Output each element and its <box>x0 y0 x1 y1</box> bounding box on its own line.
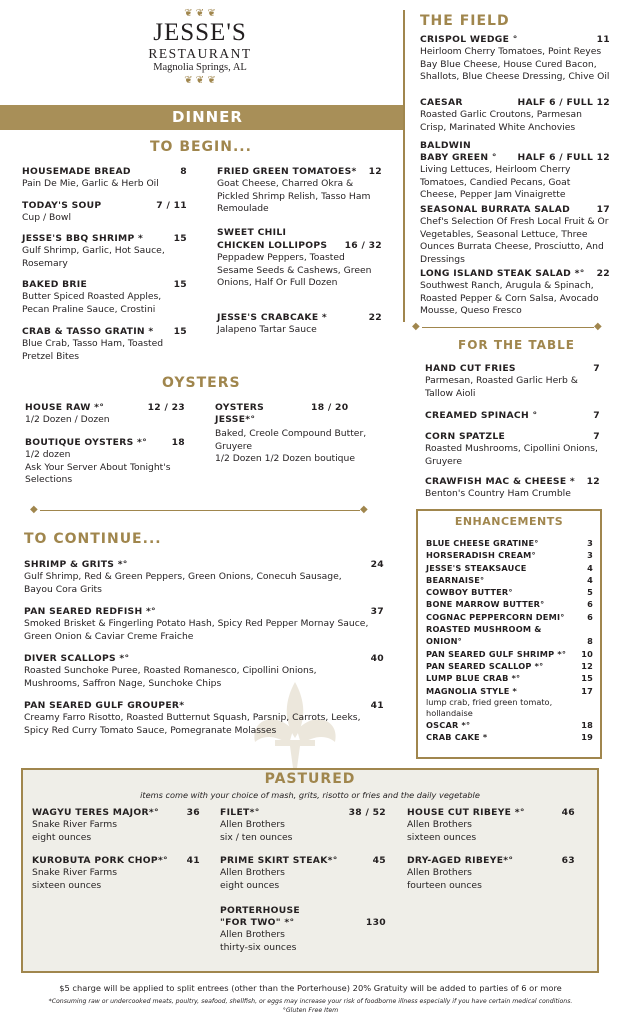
enhancement-name: HORSERADISH CREAM° <box>426 550 536 561</box>
menu-item-steak-salad <box>420 268 610 318</box>
item-desc: Butter Spiced Roasted Apples, Pecan Praline Sauce, Crostini <box>22 291 162 315</box>
enhancement-name: COWBOY BUTTER° <box>426 587 513 598</box>
logo-flourish-top: ❦ ❦ ❦ <box>184 8 216 19</box>
field-title: THE FIELD <box>420 13 510 29</box>
item-desc: Roasted Sunchoke Puree, Roasted Romanesco, Cipollini Onions, Mushrooms, Saffron Nage, Sunchoke Chips <box>24 665 317 689</box>
menu-item-porterhouse <box>220 904 386 954</box>
menu-item-skirt-steak <box>220 855 386 904</box>
menu-item-jesses-crabcake <box>217 312 382 342</box>
item-name: SEASONAL BURRATA SALAD <box>420 204 571 215</box>
field-list <box>420 34 610 318</box>
item-price: 15 <box>173 326 187 337</box>
item-desc: 1/2 Dozen / Dozen <box>25 414 110 425</box>
enhancement-name: BONE MARROW BUTTER° <box>426 599 545 610</box>
oysters-right-column <box>215 402 385 466</box>
enhancement-item <box>426 623 593 635</box>
item-name: HAND CUT FRIES <box>425 363 516 374</box>
menu-item-kurobuta <box>32 855 200 892</box>
item-desc: Goat Cheese, Charred Okra & Pickled Shrimp Relish, Tasso Ham Remoulade <box>217 178 371 214</box>
item-price: 37 <box>370 606 384 617</box>
enhancement-name: ROASTED MUSHROOM & <box>426 624 542 635</box>
item-name-line1: PORTERHOUSE <box>220 905 300 916</box>
column-divider <box>403 10 405 322</box>
enhancement-price: 8 <box>587 636 593 647</box>
item-desc: Benton's Country Ham Crumble <box>425 488 571 499</box>
item-price: 12 <box>586 476 600 487</box>
enhancement-price: 3 <box>587 538 593 548</box>
enhancement-item <box>426 685 593 697</box>
item-price: 12 <box>368 166 382 177</box>
item-price: 24 <box>370 559 384 570</box>
logo-flourish-bottom: ❦ ❦ ❦ <box>184 75 216 86</box>
table-title: FOR THE TABLE <box>458 338 575 352</box>
item-price: 18 <box>171 437 185 448</box>
enhancement-item <box>426 731 593 743</box>
item-price: 36 <box>186 807 200 818</box>
continue-list <box>24 559 384 737</box>
item-name: FILET*° <box>220 807 260 818</box>
enhancement-item <box>426 660 593 672</box>
item-name: TODAY'S SOUP <box>22 200 102 211</box>
item-price: 22 <box>596 268 610 279</box>
item-desc: Blue Crab, Tasso Ham, Toasted Pretzel Bites <box>22 338 164 362</box>
enhancement-item <box>426 586 593 598</box>
enhancement-item <box>426 549 593 561</box>
item-price: 16 / 32 <box>344 240 382 251</box>
item-desc: Heirloom Cherry Tomatoes, Point Reyes Bay Blue Cheese, House Cured Bacon, Shallots, Blue Cheese Dressing, Chive Oil <box>420 46 610 82</box>
enhancement-item <box>426 574 593 586</box>
item-price: 7 <box>593 363 600 374</box>
enhancement-price: 6 <box>587 611 593 622</box>
menu-item-gulf-grouper <box>24 700 384 737</box>
item-desc: Baked, Creole Compound Butter, Gruyere 1/2 Dozen 1/2 Dozen boutique <box>215 428 367 464</box>
enhancement-price: 12 <box>581 660 593 671</box>
item-name-line2: JESSE*° <box>215 414 256 425</box>
enhancement-item <box>426 537 593 549</box>
menu-item-dry-aged-ribeye <box>407 855 575 892</box>
item-desc: Southwest Ranch, Arugula & Spinach, Roasted Pepper & Corn Salsa, Avocado Mousse, Queso Fresco <box>420 280 599 316</box>
item-desc: Living Lettuces, Heirloom Cherry Tomatoes, Candied Pecans, Goat Cheese, Pepper Jam Vinaigrette <box>420 164 571 200</box>
enhancement-item <box>426 635 593 647</box>
menu-item-wagyu <box>32 807 200 855</box>
item-desc: Smoked Brisket & Fingerling Potato Hash, Spicy Red Pepper Mornay Sauce, Green Onion & Caviar Creme Fraiche <box>24 618 369 642</box>
item-desc: Peppadew Peppers, Toasted Sesame Seeds & Cashews, Green Onions, Half Or Full Dozen <box>217 252 372 288</box>
item-price: 15 <box>173 279 187 290</box>
item-desc: Snake River Farms eight ounces <box>32 819 117 843</box>
pastured-subtitle: items come with your choice of mash, grits, risotto or fries and the daily vegetable <box>140 790 480 800</box>
item-price: 41 <box>186 855 200 866</box>
item-name: DRY-AGED RIBEYE*° <box>407 855 514 866</box>
menu-item-filet <box>220 807 386 855</box>
item-price: 17 <box>596 204 610 215</box>
item-price: 41 <box>370 700 384 711</box>
item-price: 8 <box>180 166 187 177</box>
item-name: BAKED BRIE <box>22 279 88 290</box>
item-name: BOUTIQUE OYSTERS *° <box>25 437 147 448</box>
menu-item-corn-spatzle <box>425 431 600 476</box>
item-name: HOUSE CUT RIBEYE *° <box>407 807 525 818</box>
dinner-title: DINNER <box>172 108 243 126</box>
enhancement-price: 19 <box>581 732 593 743</box>
item-desc: Chef's Selection Of Fresh Local Fruit & Or Vegetables, Seasonal Lettuce, Three Ounces Burrata Cheese, Prosciutto, And Dressings <box>420 216 609 265</box>
item-name: JESSE'S CRABCAKE * <box>217 312 328 323</box>
menu-item-housemade-bread <box>22 166 187 200</box>
item-name: KUROBUTA PORK CHOP*° <box>32 855 168 866</box>
item-price: 46 <box>561 807 575 818</box>
menu-item-chicken-lollipops <box>217 226 382 312</box>
enhancement-item <box>426 719 593 731</box>
item-name: CRAWFISH MAC & CHEESE * <box>425 476 576 487</box>
item-desc: Snake River Farms sixteen ounces <box>32 867 117 891</box>
enhancement-name: BLUE CHEESE GRATINE° <box>426 538 539 548</box>
pastured-title: PASTURED <box>264 771 356 787</box>
pastured-col-2 <box>220 807 386 954</box>
enhancement-name: PAN SEARED GULF SHRIMP *° <box>426 648 567 659</box>
item-price: HALF 6 / FULL 12 <box>517 152 610 163</box>
item-name: WAGYU TERES MAJOR*° <box>32 807 159 818</box>
enhancement-name: BEARNAISE° <box>426 574 485 585</box>
enhancement-price: 10 <box>581 648 593 659</box>
item-price: 45 <box>372 855 386 866</box>
menu-item-crab-tasso-gratin <box>22 326 187 366</box>
menu-item-caesar <box>420 97 610 139</box>
item-name: HOUSE RAW *° <box>25 402 105 413</box>
item-desc: Roasted Garlic Croutons, Parmesan Crisp, Marinated White Anchovies <box>420 109 582 133</box>
item-desc: Allen Brothers six / ten ounces <box>220 819 293 843</box>
item-name: FRIED GREEN TOMATOES* <box>217 166 357 177</box>
item-desc: Allen Brothers thirty-six ounces <box>220 929 297 953</box>
oysters-title: OYSTERS <box>162 375 241 391</box>
item-desc: 1/2 dozen Ask Your Server About Tonight's Selections <box>25 449 171 485</box>
item-name: PRIME SKIRT STEAK*° <box>220 855 338 866</box>
item-price: 7 / 11 <box>156 200 187 211</box>
begin-left-column <box>22 166 187 366</box>
item-desc: Cup / Bowl <box>22 212 71 223</box>
pastured-col-3 <box>407 807 575 892</box>
menu-item-crawfish-mac <box>425 476 600 501</box>
enhancement-item <box>426 562 593 574</box>
item-price: 40 <box>370 653 384 664</box>
item-desc: Roasted Mushrooms, Cipollini Onions, Gruyere <box>425 443 598 467</box>
menu-item-boutique-oysters <box>25 437 185 487</box>
item-name: BABY GREEN ° <box>420 152 497 163</box>
item-price: HALF 6 / FULL 12 <box>517 97 610 108</box>
magnolia-style-desc: lump crab, fried green tomato, hollandaise <box>426 696 553 718</box>
item-name: OYSTERS <box>215 402 265 413</box>
item-price: 11 <box>596 34 610 45</box>
enhancement-name: PAN SEARED SCALLOP *° <box>426 660 544 671</box>
item-name: CHICKEN LOLLIPOPS <box>217 240 328 251</box>
item-price: 63 <box>561 855 575 866</box>
footer-charge-note: $5 charge will be applied to split entrees (other than the Porterhouse) 20% Gratuity will be added to parties of 6 or more <box>59 983 562 993</box>
item-name: PAN SEARED GULF GROUPER* <box>24 700 185 711</box>
enhancement-name: OSCAR *° <box>426 719 471 730</box>
item-desc: Gulf Shrimp, Red & Green Peppers, Green Onions, Conecuh Sausage, Bayou Cora Grits <box>24 571 342 595</box>
enhancement-name: JESSE'S STEAKSAUCE <box>426 562 527 573</box>
enhancements-title: ENHANCEMENTS <box>454 515 564 528</box>
item-price: 15 <box>173 233 187 244</box>
item-price: 18 / 20 <box>311 402 349 413</box>
menu-item-crispol-wedge <box>420 34 610 97</box>
item-desc: Allen Brothers fourteen ounces <box>407 867 482 891</box>
enhancement-item <box>426 598 593 610</box>
table-list <box>425 363 600 501</box>
item-name: LONG ISLAND STEAK SALAD *° <box>420 268 585 279</box>
logo <box>140 8 260 104</box>
item-desc: Creamy Farro Risotto, Roasted Butternut Squash, Parsnip, Carrots, Leeks, Spicy Red Curry Tomato Sauce, Pomegranate Molasses <box>24 712 361 736</box>
item-name: CRAB & TASSO GRATIN * <box>22 326 154 337</box>
item-desc: Allen Brothers sixteen ounces <box>407 819 477 843</box>
item-price: 12 / 23 <box>147 402 185 413</box>
brand-location: Magnolia Springs, AL <box>153 62 247 73</box>
footer-gluten-note: °Gluten Free Item <box>282 1007 339 1014</box>
item-name: HOUSEMADE BREAD <box>22 166 131 177</box>
item-price: 38 / 52 <box>348 807 386 818</box>
enhancement-price: 17 <box>581 685 593 696</box>
menu-item-fried-green-tomatoes <box>217 166 382 226</box>
item-price: 130 <box>365 917 386 928</box>
begin-title: TO BEGIN... <box>150 139 252 155</box>
menu-item-todays-soup <box>22 200 187 233</box>
item-name: CRISPOL WEDGE ° <box>420 34 518 45</box>
enhancement-price: 4 <box>587 562 593 573</box>
enhancement-price: 4 <box>587 574 593 585</box>
menu-item-burrata-salad <box>420 204 610 268</box>
item-desc: Jalapeno Tartar Sauce <box>217 324 317 335</box>
item-name-line2: "FOR TWO" *° <box>220 917 295 928</box>
item-price: 22 <box>368 312 382 323</box>
enhancement-price: 5 <box>587 587 593 598</box>
enhancement-name: COGNAC PEPPERCORN DEMI° <box>426 611 565 622</box>
item-desc: Pain De Mie, Garlic & Herb Oil <box>22 178 159 189</box>
enhancement-name: MAGNOLIA STYLE * <box>426 685 518 696</box>
menu-item-oysters-jesse <box>215 402 385 466</box>
menu-item-creamed-spinach <box>425 410 600 431</box>
menu-item-house-cut-ribeye <box>407 807 575 855</box>
enhancement-price: 3 <box>587 550 593 561</box>
menu-item-diver-scallops <box>24 653 384 700</box>
menu-item-hand-cut-fries <box>425 363 600 410</box>
item-name-line1: BALDWIN <box>420 140 471 151</box>
brand-subtitle: RESTAURANT <box>148 46 252 61</box>
item-name: CREAMED SPINACH ° <box>425 410 538 421</box>
menu-item-redfish <box>24 606 384 653</box>
begin-right-column <box>217 166 382 342</box>
item-name: DIVER SCALLOPS *° <box>24 653 130 664</box>
enhancement-price: 15 <box>581 673 593 684</box>
item-name: JESSE'S BBQ SHRIMP * <box>22 233 144 244</box>
item-desc: Parmesan, Roasted Garlic Herb & Tallow Aioli <box>425 375 578 399</box>
enhancements-list <box>426 537 593 743</box>
item-desc: Allen Brothers eight ounces <box>220 867 285 891</box>
oysters-left-column <box>25 402 185 487</box>
item-name: CORN SPATZLE <box>425 431 506 442</box>
enhancement-name: CRAB CAKE * <box>426 732 488 743</box>
menu-item-baked-brie <box>22 279 187 326</box>
footer-warning: *Consuming raw or undercooked meats, poultry, seafood, shellfish, or eggs may increase your risk of foodborne illness especially if you have certain medical conditions. <box>48 998 573 1005</box>
item-price: 7 <box>593 410 600 421</box>
item-price: 7 <box>593 431 600 442</box>
enhancement-price: 18 <box>581 719 593 730</box>
item-name-line1: SWEET CHILI <box>217 227 287 238</box>
item-name: PAN SEARED REDFISH *° <box>24 606 156 617</box>
enhancement-item <box>426 648 593 660</box>
enhancement-name: ONION° <box>426 636 462 647</box>
menu-item-baby-green <box>420 139 610 204</box>
item-name: SHRIMP & GRITS *° <box>24 559 128 570</box>
enhancement-price: 6 <box>587 599 593 610</box>
continue-title: TO CONTINUE... <box>24 531 162 547</box>
enhancement-name: LUMP BLUE CRAB *° <box>426 673 521 684</box>
menu-item-shrimp-grits <box>24 559 384 606</box>
enhancement-item <box>426 672 593 684</box>
menu-item-house-raw <box>25 402 185 437</box>
enhancement-item <box>426 611 593 623</box>
menu-item-bbq-shrimp <box>22 233 187 279</box>
brand-name: JESSE'S <box>153 19 247 46</box>
item-name: CAESAR <box>420 97 463 108</box>
pastured-col-1 <box>32 807 200 892</box>
item-desc: Gulf Shrimp, Garlic, Hot Sauce, Rosemary <box>22 245 165 269</box>
